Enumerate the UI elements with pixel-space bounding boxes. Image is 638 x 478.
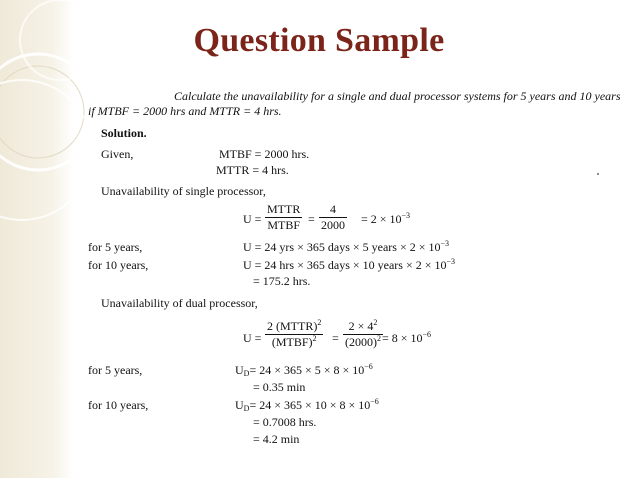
dual-10y-expr-exp: −6 bbox=[370, 397, 379, 406]
dual-frac2-denominator bbox=[343, 335, 383, 349]
single-5y-expr-base: U = 24 yrs × 365 days × 5 years × 2 × 10 bbox=[243, 240, 441, 254]
dual-10y-result-min: = 4.2 min bbox=[253, 432, 300, 446]
solution-heading: Solution. bbox=[101, 126, 147, 140]
dual-10y-label: for 10 years, bbox=[88, 398, 149, 412]
dual-fraction-mttr-mtbf bbox=[265, 320, 323, 349]
dual-frac2-num-exp: 2 bbox=[373, 318, 378, 327]
single-heading: Unavailability of single processor, bbox=[101, 184, 266, 198]
given-mttr: MTTR = 4 hrs. bbox=[216, 163, 289, 177]
slide-title: Question Sample bbox=[193, 22, 445, 59]
single-10y-expression bbox=[243, 258, 455, 272]
dual-frac1-denominator bbox=[265, 335, 323, 349]
dual-result-base: = 8 × 10 bbox=[382, 331, 423, 345]
single-u-lhs: U = bbox=[243, 212, 262, 226]
single-frac2-denominator: 2000 bbox=[321, 218, 345, 232]
single-frac1-numerator: MTTR bbox=[267, 202, 301, 216]
single-frac2-numerator: 4 bbox=[319, 203, 347, 218]
question-line-1: Calculate the unavailability for a single and dual processor systems for 5 years and 10 years bbox=[174, 89, 621, 103]
dual-equals: = bbox=[332, 331, 339, 345]
dual-5y-u: U bbox=[235, 363, 244, 377]
dual-result-exp: −6 bbox=[422, 330, 432, 339]
dual-frac1-den-exp: 2 bbox=[312, 334, 317, 343]
given-mtbf: MTBF = 2000 hrs. bbox=[219, 147, 310, 161]
dual-5y-result: = 0.35 min bbox=[253, 380, 306, 394]
dual-frac2-num-base: 2 × 4 bbox=[348, 319, 374, 333]
dual-frac2-den-base: (2000) bbox=[345, 335, 377, 349]
dual-frac2-den-exp: 2 bbox=[377, 334, 381, 343]
given-label: Given, bbox=[101, 147, 134, 161]
dual-frac2-numerator bbox=[343, 320, 383, 335]
dual-heading: Unavailability of dual processor, bbox=[101, 296, 258, 310]
single-result bbox=[361, 212, 410, 226]
single-fraction-mttr-mtbf bbox=[265, 203, 302, 232]
dual-10y-u-sub: D bbox=[243, 404, 250, 413]
single-10y-expr-base: U = 24 hrs × 365 days × 10 years × 2 × 10 bbox=[243, 258, 447, 272]
dual-10y-u: U bbox=[235, 398, 244, 412]
dual-10y-expression bbox=[235, 398, 379, 412]
single-5y-expression bbox=[243, 240, 449, 254]
dual-frac1-num-exp: 2 bbox=[317, 318, 322, 327]
single-10y-label: for 10 years, bbox=[88, 258, 149, 272]
dual-10y-expr-base: = 24 × 365 × 10 × 8 × 10 bbox=[249, 398, 371, 412]
single-frac1-denominator: MTBF bbox=[267, 218, 301, 232]
dual-u-lhs: U = bbox=[243, 331, 262, 345]
single-fraction-values bbox=[319, 203, 347, 232]
dual-fraction-values bbox=[343, 320, 383, 349]
dual-5y-label: for 5 years, bbox=[88, 363, 143, 377]
dual-10y-result-hrs: = 0.7008 hrs. bbox=[253, 415, 317, 429]
dual-frac1-numerator bbox=[265, 320, 323, 335]
dual-5y-u-sub: D bbox=[243, 369, 250, 378]
dual-5y-expr-exp: −6 bbox=[364, 362, 373, 371]
stray-dot bbox=[597, 173, 599, 175]
dual-frac1-num-base: 2 (MTTR) bbox=[267, 319, 318, 333]
dual-5y-expr-base: = 24 × 365 × 5 × 8 × 10 bbox=[249, 363, 365, 377]
dual-result bbox=[382, 331, 431, 345]
dual-5y-expression bbox=[235, 363, 373, 377]
question-line-2: if MTBF = 2000 hrs and MTTR = 4 hrs. bbox=[88, 104, 282, 118]
single-5y-expr-exp: −3 bbox=[440, 239, 449, 248]
single-result-exp: −3 bbox=[401, 211, 411, 220]
single-equals: = bbox=[308, 212, 315, 226]
dual-frac1-den-base: (MTBF) bbox=[271, 335, 313, 349]
single-10y-result: = 175.2 hrs. bbox=[253, 274, 311, 288]
single-result-base: = 2 × 10 bbox=[361, 212, 402, 226]
single-10y-expr-exp: −3 bbox=[446, 257, 455, 266]
single-5y-label: for 5 years, bbox=[88, 240, 143, 254]
